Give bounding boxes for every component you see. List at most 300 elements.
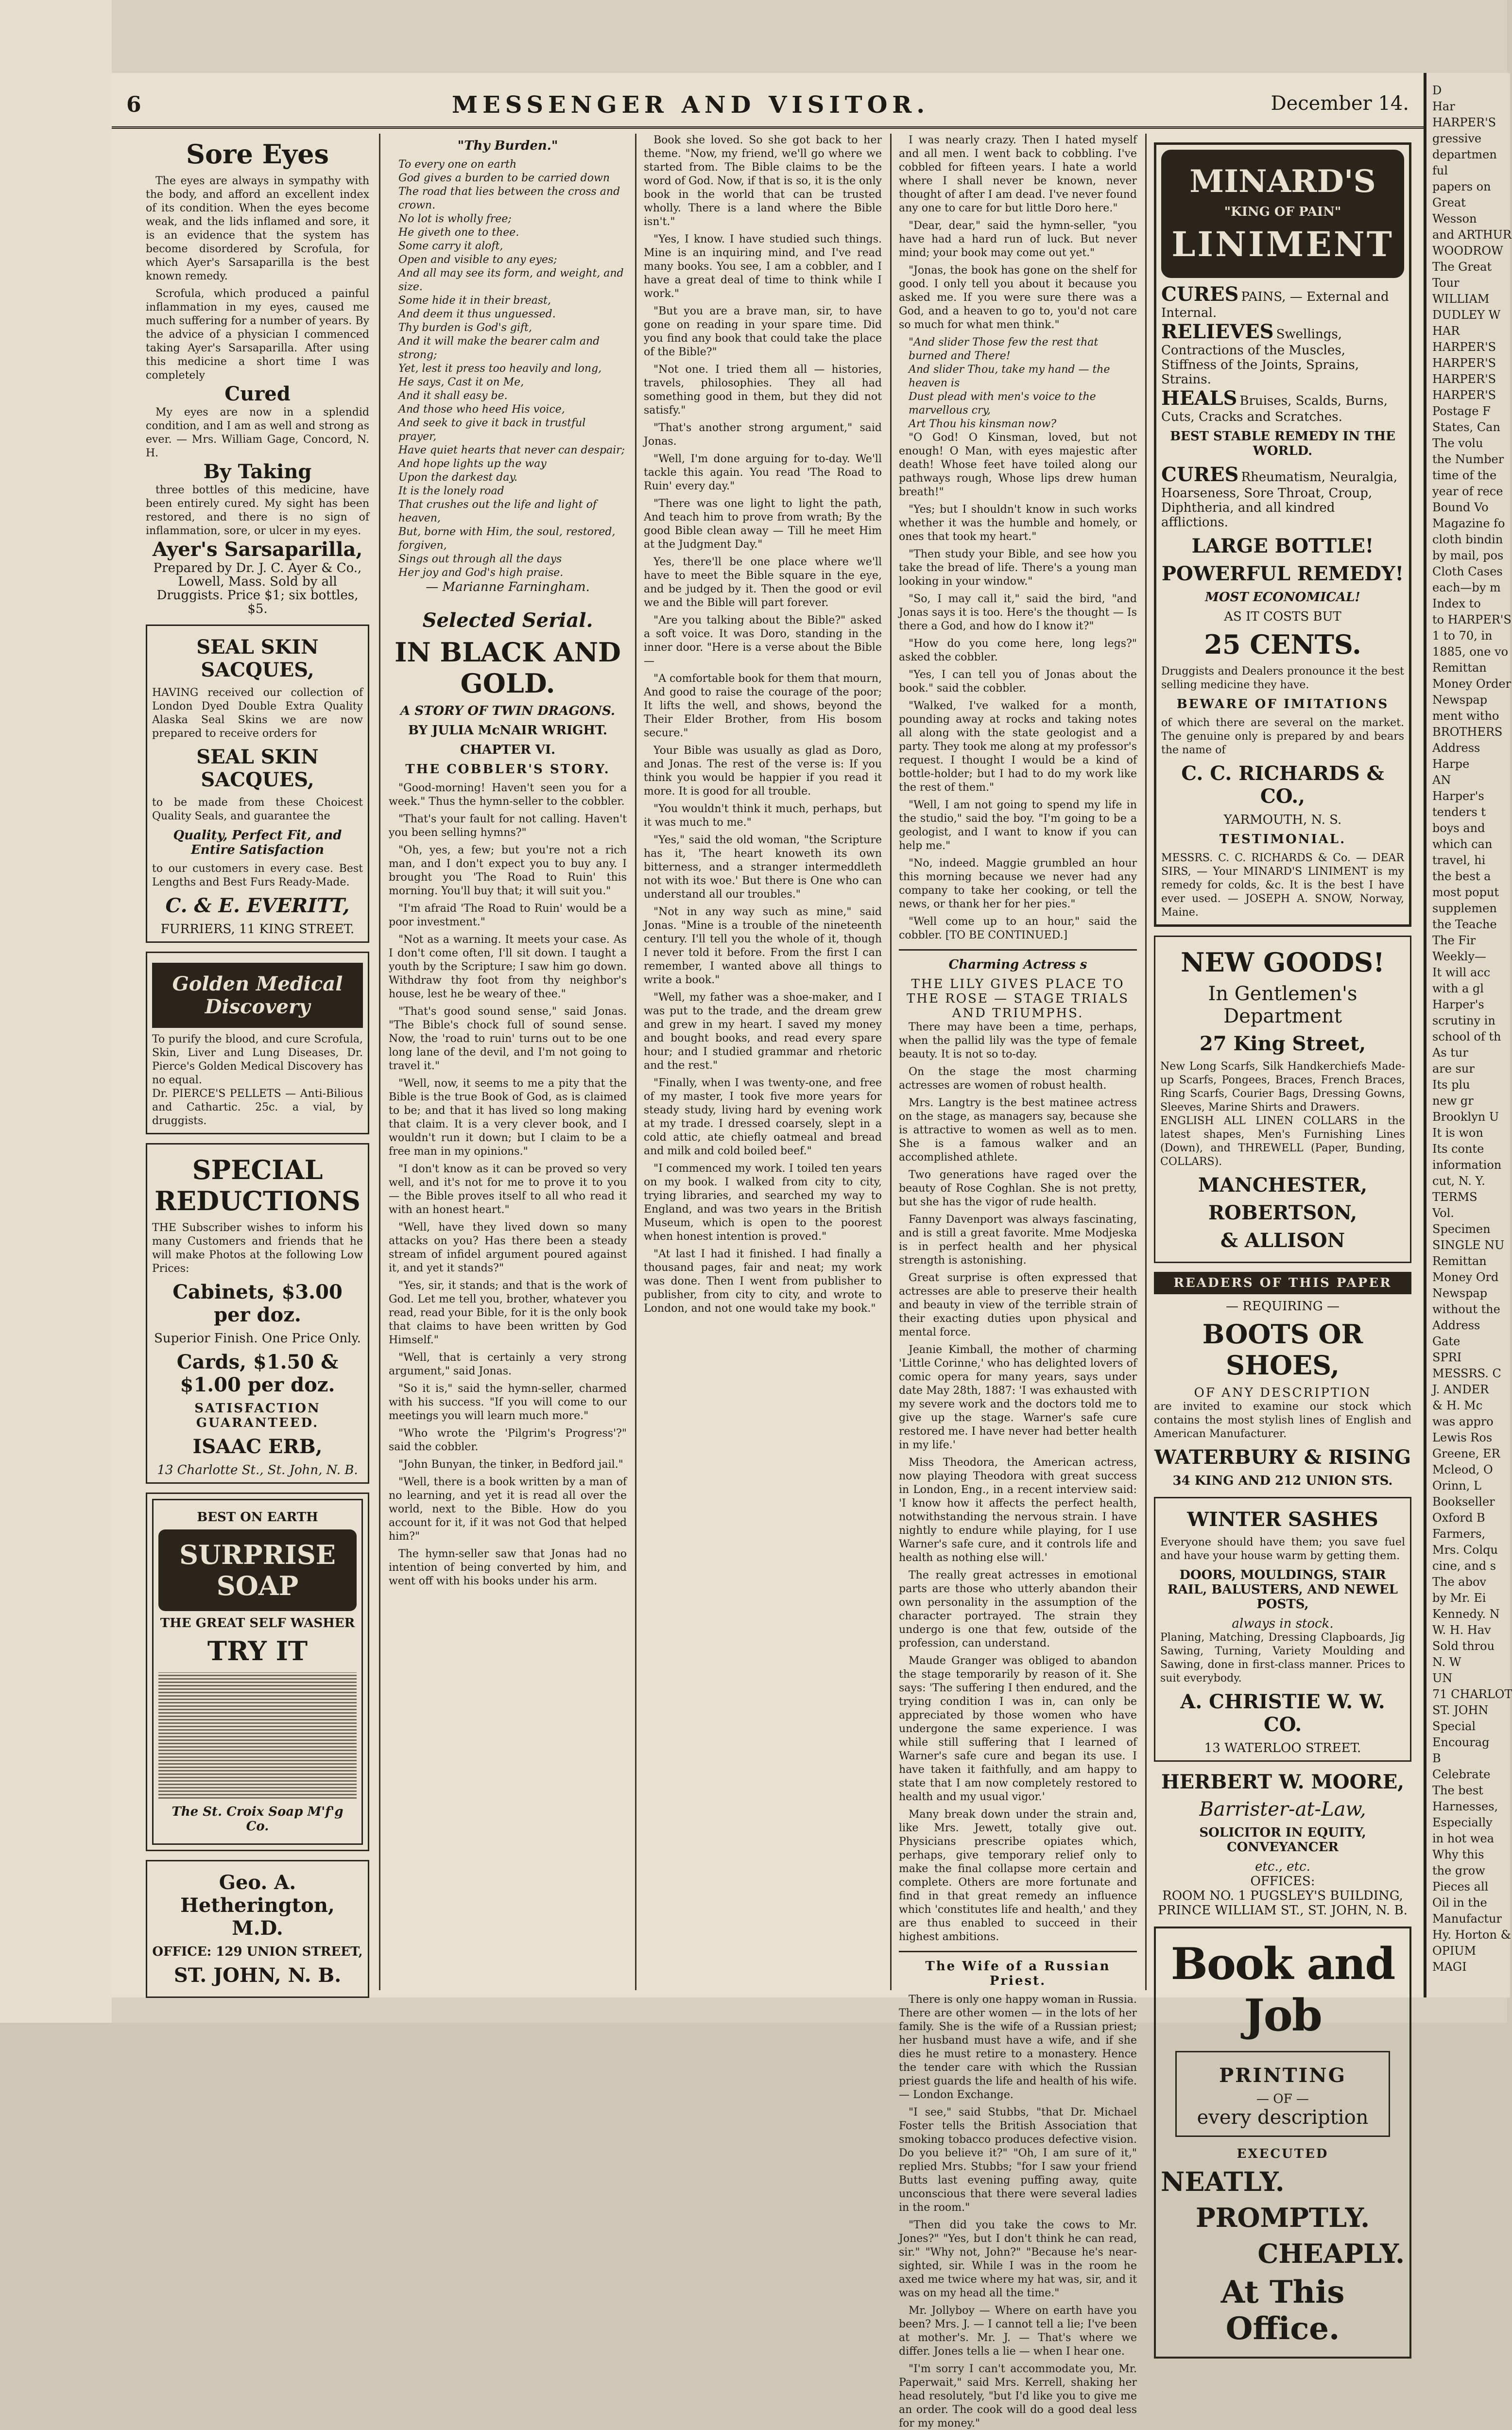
divider	[899, 1951, 1137, 1952]
story-paragraph: "How do you come here, long legs?" asked the cobbler.	[899, 638, 1137, 663]
column-1	[146, 134, 369, 1995]
poem-line: But, borne with Him, the soul, restored, forgiven,	[398, 526, 616, 552]
next-page-fragment: BROTHERS	[1432, 725, 1503, 739]
next-page-fragment: Harnesses,	[1432, 1800, 1498, 1813]
ad-body: Everyone should have them; you save fuel and have your house warm by getting them.	[1160, 1536, 1405, 1562]
next-page-fragment: The abov	[1432, 1575, 1486, 1589]
poem-line: Upon the darkest day.	[398, 471, 517, 484]
doctor-card	[146, 1860, 369, 1998]
ad-paragraph: My eyes are now in a splendid condition, and I am as well and strong as ever. — Mrs. William Gage, Concord, N. H.	[146, 406, 369, 459]
next-page-fragment: Farmers,	[1432, 1527, 1486, 1541]
story-paragraph: Your Bible was usually as glad as Doro, and Jonas. The rest of the verse is: If you think you would be happier if you read it more. It is good for all trouble.	[644, 745, 882, 798]
cures-text: PAINS, — External and Internal.	[1161, 290, 1389, 320]
story-paragraph: "That's another strong argument," said Jonas.	[644, 422, 882, 448]
story-paragraph: The hymn-seller saw that Jonas had no intention of being converted by him, and went off with his books under his arm.	[389, 1548, 627, 1587]
poem-line: Sings out through all the days	[398, 553, 562, 565]
article-paragraph: Two generations have raged over the beauty of Rose Coghlan. She is not pretty, but she has the vigor of rude health.	[899, 1169, 1137, 1208]
hymn-verse	[899, 336, 1137, 431]
ad-body: to be made from these Choicest Quality Seals, and guarantee the	[152, 797, 363, 822]
next-page-fragment: year of rece	[1432, 485, 1503, 498]
next-page-fragment: Its plu	[1432, 1078, 1470, 1092]
article-subheading: THE LILY GIVES PLACE TO THE ROSE — STAGE TRIALS AND TRIUMPHS.	[906, 977, 1130, 1021]
chapter-title: THE COBBLER'S STORY.	[405, 762, 610, 777]
story-paragraph: "Are you talking about the Bible?" asked a soft voice. It was Doro, standing in the inner door. "Here is a verse about the Bible —	[644, 614, 882, 667]
minards-druggists: Druggists and Dealers pronounce it the best selling medicine they have.	[1161, 665, 1404, 691]
next-page-fragment: Great	[1432, 196, 1466, 209]
next-page-fragment: The Fir	[1432, 934, 1476, 947]
minards-tagline: "KING OF PAIN"	[1224, 205, 1341, 219]
next-page-fragment: cine, and s	[1432, 1559, 1496, 1573]
next-page-fragment: Special	[1432, 1719, 1476, 1733]
next-page-fragment: Brooklyn U	[1432, 1110, 1499, 1124]
printing-label: PRINTING	[1219, 2064, 1346, 2087]
next-page-fragment: J. ANDER	[1432, 1383, 1489, 1396]
ad-address: 13 WATERLOO STREET.	[1204, 1741, 1361, 1755]
actress-article	[899, 1021, 1137, 1944]
ad-address: FURRIERS, 11 KING STREET.	[160, 922, 355, 937]
poem-line: Open and visible to any eyes;	[398, 254, 557, 266]
next-page-fragment: W. H. Hav	[1432, 1623, 1491, 1637]
column-2	[389, 134, 627, 1995]
article-paragraph: Jeanie Kimball, the mother of charming 'Little Corinne,' who has delighted lovers of comic opera for many years, says under date May 28th, 1887: 'I was exhausted with my severe work and the doctors told me to give up the stage. Warner's safe cure restored me. I have never had better health in my life.'	[899, 1344, 1137, 1451]
next-page-fragment: Celebrate	[1432, 1768, 1491, 1781]
minards-large: LARGE BOTTLE!	[1191, 535, 1374, 557]
verse-line: "And slider Those few the rest that burned and There!	[909, 336, 1099, 362]
cheaply-label: CHEAPLY.	[1257, 2238, 1405, 2269]
next-page-fragment: As tur	[1432, 1046, 1468, 1059]
poem-line: He giveth one to thee.	[398, 226, 519, 239]
story-paragraph: "Yes; but I shouldn't know in such works whether it was the humble and homely, or ones that took my heart."	[899, 503, 1137, 543]
next-page-fragment: Pieces all	[1432, 1880, 1489, 1893]
next-page-fragment: Money Order	[1432, 677, 1512, 691]
next-page-fragment: Har	[1432, 100, 1455, 113]
minards-brand: MINARD'S	[1189, 163, 1376, 200]
next-page-fragment: Greene, ER	[1432, 1447, 1500, 1460]
serial-author: BY JULIA McNAIR WRIGHT.	[408, 723, 607, 738]
book-job-ad	[1154, 1927, 1411, 2359]
next-page-fragment: Gate	[1432, 1335, 1460, 1348]
next-page-fragment: Wesson	[1432, 212, 1477, 226]
poem-line: The road that lies between the cross and crown.	[398, 186, 620, 211]
story-paragraph: "Well, my father was a shoe-maker, and I was put to the trade, and the dream grew and grew in my heart. I saved my money and bought books, and read every spare hour; and I studied grammar and rhetoric and the rest."	[644, 991, 882, 1072]
next-page-fragment: Index to	[1432, 597, 1481, 610]
next-page-fragment: ful	[1432, 164, 1448, 177]
next-page-fragment: It is won	[1432, 1126, 1483, 1140]
article-heading: The Wife of a Russian Priest.	[925, 1959, 1111, 1988]
article-paragraph: There is only one happy woman in Russia. There are other women — in the lots of her family. She is the wife of a Russian priest; her husband must have a wife, and if she dies he must retire to a monastery. Hence the tender care with which the Russian priest guards the life and health of his wife. — London Exchange.	[899, 1994, 1137, 2101]
next-page-fragment: supplemen	[1432, 902, 1497, 915]
next-page-fragment: DUDLEY W	[1432, 308, 1501, 322]
next-page-fragment: Specimen	[1432, 1222, 1491, 1236]
ad-sub: OF ANY DESCRIPTION	[1194, 1386, 1372, 1400]
poem-line: Some carry it aloft,	[398, 240, 503, 252]
divider	[899, 949, 1137, 951]
next-page-fragment: The volu	[1432, 436, 1483, 450]
column-rule	[1145, 134, 1147, 1990]
next-page-fragment: Manufactur	[1432, 1912, 1502, 1926]
poem-line: Have quiet hearts that never can despair;	[398, 444, 625, 456]
story-text	[389, 781, 627, 1588]
poem-line: And it will make the bearer calm and strong;	[398, 335, 600, 361]
poem-line: It is the lonely road	[398, 485, 504, 497]
next-page-fragment: HARPER'S	[1432, 116, 1496, 129]
soap-maker: The St. Croix Soap M'f'g Co.	[172, 1805, 344, 1834]
ad-price: Cabinets, $3.00 per doz.	[172, 1281, 343, 1326]
ad-note: Superior Finish. One Price Only.	[154, 1331, 361, 1346]
next-page-fragment: SPRI	[1432, 1351, 1462, 1364]
ad-address: 27 King Street,	[1199, 1032, 1366, 1055]
next-page-fragment: Weekly—	[1432, 950, 1486, 963]
minards-powerful: POWERFUL REMEDY!	[1161, 562, 1404, 585]
minards-ad	[1154, 142, 1411, 927]
printing-of: — OF —	[1256, 2092, 1309, 2106]
lawyer-solicitor: SOLICITOR IN EQUITY, CONVEYANCER	[1199, 1825, 1366, 1855]
next-page-fragment: scrutiny in	[1432, 1014, 1495, 1027]
story-paragraph: "Yes," said the old woman, "the Scripture has it, 'The heart knoweth its own bitterness, and a stranger intermeddleth not with its woe.' But there is One who can understand all our troubles."	[644, 834, 882, 901]
testimonial-text: MESSRS. C. C. RICHARDS & Co. — DEAR SIRS, — Your MINARD'S LINIMENT is my remedy for colds, &c. It is the best I have ever used. — JOSEPH A. SNOW, Norway, Maine.	[1161, 852, 1404, 919]
column-3	[644, 134, 882, 1995]
poem-line: No lot is wholly free;	[398, 213, 512, 225]
ad-heading: Sore Eyes	[186, 139, 329, 170]
next-page-fragment: information	[1432, 1158, 1502, 1172]
story-paragraph: I was nearly crazy. Then I hated myself and all men. I went back to cobbling. I've cobbled for fifteen years. I hate a world where I shall never be known, never thought of after I am dead. I've never found any one to care for but little Doro here."	[899, 134, 1137, 214]
next-page-fragment: OPIUM	[1432, 1944, 1477, 1958]
next-page-fragment: by Mr. Ei	[1432, 1591, 1486, 1605]
ad-body: are invited to examine our stock which contains the most stylish lines of English and American Manufacturer.	[1154, 1401, 1411, 1440]
next-page-fragment: papers on	[1432, 180, 1491, 193]
next-page-fragment: Remittan	[1432, 1254, 1487, 1268]
story-paragraph: Yes, there'll be one place where we'll have to meet the Bible square in the eye, and be judged by it. Then the good or evil we and the Bible will part forever.	[644, 556, 882, 609]
next-page-fragment: Mrs. Colqu	[1432, 1543, 1498, 1557]
story-paragraph: "I commenced my work. I toiled ten years on my book. I walked from city to city, trying libraries, and searched my way to England, and was two years in the British Museum, which is open to the poorest when honest intention is proved."	[644, 1163, 882, 1243]
ad-brand: Ayer's Sarsaparilla,	[152, 538, 363, 561]
minards-product: LINIMENT	[1171, 224, 1394, 264]
next-page-fragment: MESSRS. C	[1432, 1367, 1501, 1380]
story-paragraph: "That's your fault for not calling. Haven't you been selling hymns?"	[389, 813, 627, 839]
misc-paragraph: "I'm sorry I can't accommodate you, Mr. Paperwait," said Mrs. Kerrell, shaking her head resolutely, "but I'd like you to give me an order. The cook will do a good deal less for my money."	[899, 2363, 1137, 2430]
next-page-fragment: Address	[1432, 741, 1480, 755]
next-page-fragment: which can	[1432, 837, 1493, 851]
next-page-fragment: and ARTHUR	[1432, 228, 1512, 242]
next-page-edge	[1424, 73, 1510, 1997]
soap-tag: THE GREAT SELF WASHER	[160, 1616, 355, 1631]
next-page-fragment: Sold throu	[1432, 1639, 1495, 1653]
office-label: At This Office.	[1220, 2274, 1345, 2347]
story-paragraph: "You wouldn't think it much, perhaps, but it was much to me."	[644, 803, 882, 829]
new-goods-ad	[1154, 936, 1411, 1263]
next-page-fragment: TERMS	[1432, 1190, 1478, 1204]
lawyer-address: ROOM NO. 1 PUGSLEY'S BUILDING, PRINCE WILLIAM ST., ST. JOHN, N. B.	[1158, 1889, 1408, 1918]
ad-firm: ROBERTSON,	[1208, 1201, 1357, 1224]
next-page-fragment: ment witho	[1432, 709, 1499, 723]
moore-card	[1154, 1770, 1411, 1918]
story-text-continued	[644, 134, 882, 1316]
story-paragraph: "I don't know as it can be proved so very well, and it's not for me to prove it to you — the Bible proves itself to all who read it with an honest heart."	[389, 1163, 627, 1216]
ad-address: 34 KING AND 212 UNION STS.	[1172, 1474, 1393, 1488]
ad-price: Cards, $1.50 & $1.00 per doz.	[176, 1351, 339, 1396]
poem-line: And all may see its form, and weight, and size.	[398, 267, 624, 293]
ad-quality: Quality, Perfect Fit, and Entire Satisfaction	[173, 828, 342, 857]
next-page-fragment: the grow	[1432, 1864, 1485, 1877]
poem-line: He says, Cast it on Me,	[398, 376, 524, 388]
article-paragraph: The really great actresses in emotional parts are those who utterly abandon their own personality in the assumption of the character portrayed. The strain they undergo is one that few, outside of the profession, can understand.	[899, 1569, 1137, 1649]
newspaper-page	[112, 73, 1424, 2430]
next-page-fragment: WOODROW	[1432, 244, 1503, 258]
next-page-fragment: Harper's	[1432, 998, 1484, 1011]
serial-subtitle: A STORY OF TWIN DRAGONS.	[400, 704, 615, 718]
article-paragraph: Miss Theodora, the American actress, now playing Theodora with great success in London, Eng., in a recent interview said: 'I know how it affects the perfect health, notwithstanding the nervous strain. I have nightly to endure while playing, for I use Warner's safe cure, and it controls life and health as nothing else will.'	[899, 1457, 1137, 1564]
misc-paragraph: "I see," said Stubbs, "that Dr. Michael Foster tells the British Association that smoking tobacco produces defective vision. Do you believe it?" "Oh, I am sure of it," replied Mrs. Stubbs; "for I saw your friend Butts last evening puffing away, quite unconscious that there were several ladies in the room."	[899, 2106, 1137, 2214]
next-page-fragment: to HARPER'S	[1432, 613, 1512, 626]
article-paragraph: Great surprise is often expressed that actresses are able to preserve their health and beauty in view of the terrible strain of their exacting duties upon physical and mental force.	[899, 1272, 1137, 1338]
story-text-continued	[899, 431, 1137, 664]
ad-heading: SEAL SKIN SACQUES,	[196, 746, 319, 791]
next-page-fragment: HARPER'S	[1432, 388, 1496, 402]
story-paragraph: "Yes, I can tell you of Jonas about the book." said the cobbler.	[899, 669, 1137, 694]
misc-paragraph: Mr. Jollyboy — Where on earth have you been? Mrs. J. — I cannot tell a lie; I've been at mother's. Mr. J. — That's where we differ. Jones tells a lie — when I hear one.	[899, 2305, 1137, 2358]
next-page-fragment: 71 CHARLOT	[1432, 1687, 1512, 1701]
soap-brand: SURPRISE SOAP	[158, 1529, 357, 1611]
testimonial-heading: TESTIMONIAL.	[1219, 832, 1346, 847]
ad-note: SATISFACTION GUARANTEED.	[194, 1401, 321, 1430]
poem-line: God gives a burden to be carried down	[398, 172, 610, 184]
ad-always: always in stock.	[1232, 1616, 1334, 1631]
next-page-fragment: departmen	[1432, 148, 1497, 161]
ad-body: HAVING received our collection of London Dyed Double Extra Quality Alaska Seal Skins we are now prepared to receive orders for	[152, 687, 363, 740]
next-page-fragment: was appro	[1432, 1415, 1494, 1428]
soap-try: TRY IT	[207, 1635, 308, 1666]
story-paragraph: "O God! O Kinsman, loved, but not enough! O Man, with eyes majestic after death! Whose feet have toiled along our pathways rough, Whose lips drew human breath!"	[899, 432, 1137, 498]
relieves-text: Swellings, Contractions of the Muscles, Stiffness of the Joints, Sprains, Strains.	[1161, 327, 1359, 387]
promptly-label: PROMPTLY.	[1196, 2202, 1370, 2233]
story-paragraph: "Well, I'm done arguing for to-day. We'll tackle this again. You read 'The Road to Ruin' every day."	[644, 453, 882, 492]
next-page-fragment: 1 to 70, in	[1432, 629, 1493, 642]
article-paragraph: Mrs. Langtry is the best matinee actress on the stage, as managers say, because she is attractive to women as well as to men. She is a famous walker and an accomplished athlete.	[899, 1097, 1137, 1163]
next-page-fragment: Newspap	[1432, 1286, 1488, 1300]
ad-firm: MANCHESTER,	[1198, 1174, 1368, 1197]
story-paragraph: "A comfortable book for them that mourn, And good to raise the courage of the poor; It lifts the well, and shows, beyond the Their Elder Brother, from His bosom secure."	[644, 673, 882, 739]
miscellany	[899, 2106, 1137, 2430]
next-page-fragment: MAGI	[1432, 1960, 1467, 1974]
next-page-fragment: It will acc	[1432, 966, 1491, 979]
next-page-fragment: new gr	[1432, 1094, 1474, 1108]
story-text-continued	[899, 134, 1137, 332]
next-page-fragment: The best	[1432, 1784, 1483, 1797]
story-paragraph: "Jonas, the book has gone on the shelf for good. I only tell you about it because you asked me. If you were sure there was a God, and a heaven to go to, you'd not care so much for what men think."	[899, 264, 1137, 331]
ad-heading: NEW GOODS!	[1181, 947, 1385, 978]
story-paragraph: "Who wrote the 'Pilgrim's Progress'?" said the cobbler.	[389, 1427, 627, 1453]
next-page-fragment: Orinn, L	[1432, 1479, 1481, 1493]
story-paragraph: "Walked, I've walked for a month, pounding away at rocks and taking notes all along with the state geologist and a party. They took me along at my professor's request. I thought I would be a kind of bottle-holder; but I had to do my work like the rest of them."	[899, 700, 1137, 794]
next-page-fragment: the Number	[1432, 452, 1504, 466]
next-page-fragment: the Teache	[1432, 918, 1497, 931]
story-paragraph: "No, indeed. Maggie grumbled an hour this morning because we never had any company to take her cooking, or tell the news, or thank her for her pies."	[899, 857, 1137, 910]
ad-paragraph: three bottles of this medicine, have been entirely cured. My sight has been restored, and there is no sign of inflammation, sore, or ulcer in my eyes.	[146, 484, 369, 537]
discovery-ad	[146, 952, 369, 1134]
neatly-label: NEATLY.	[1161, 2166, 1285, 2197]
poem-author: — Marianne Farningham.	[426, 580, 590, 594]
next-page-fragment: school of th	[1432, 1030, 1501, 1043]
soap-illustration	[158, 1672, 357, 1799]
ad-subheading: By Taking	[203, 460, 312, 483]
newspaper-title: MESSENGER AND VISITOR.	[452, 91, 930, 119]
article-paragraph: There may have been a time, perhaps, when the pallid lily was the type of female beauty. It is not so to-day.	[899, 1021, 1137, 1060]
poem-line: Some hide it in their breast,	[398, 295, 551, 307]
article-paragraph: Maude Granger was obliged to abandon the stage temporarily by reason of it. She says: 'The suffering I then endured, and the trying condition I was in, can only be appreciated by those women who have undergone the same experience. I was while still suffering that I learned of Warner's safe cure and began its use. I have taken it faithfully, and am happy to state that I am now completely restored to health and my usual vigor.'	[899, 1655, 1137, 1803]
ad-firm: ISAAC ERB,	[192, 1435, 323, 1458]
next-page-fragment: in hot wea	[1432, 1832, 1494, 1845]
story-paragraph: "I'm afraid 'The Road to Ruin' would be a poor investment."	[389, 903, 627, 928]
next-page-fragment: B	[1432, 1752, 1441, 1765]
winter-sashes-ad	[1154, 1497, 1411, 1762]
minards-best: BEST STABLE REMEDY IN THE WORLD.	[1170, 429, 1395, 458]
next-page-fragment: HARPER'S	[1432, 340, 1496, 354]
poem-line: Yet, lest it press too heavily and long,	[398, 363, 602, 375]
next-page-fragment: Especially	[1432, 1816, 1493, 1829]
ad-footer: Prepared by Dr. J. C. Ayer & Co., Lowell, Mass. Sold by all Druggists. Price $1; six bottles, $5.	[153, 561, 362, 616]
ad-doors: DOORS, MOULDINGS, STAIR RAIL, BALUSTERS, AND NEWEL POSTS,	[1168, 1568, 1398, 1612]
ad-paragraph: Scrofula, which produced a painful inflammation in my eyes, caused me much suffering for a number of years. By the advice of a physician I commenced taking Ayer's Sarsaparilla. After using this medicine a short time I was completely	[146, 288, 369, 382]
story-paragraph: Book she loved. So she got back to her theme. "Now, my friend, we'll go where we started from. The Bible claims to be the word of God. Now, if that is so, it is the only book in the world that can be trusted wholly. There is a land where the Bible isn't."	[644, 134, 882, 228]
cures2-text: Rheumatism, Neuralgia, Hoarseness, Sore Throat, Croup, Diphtheria, and all kindred afflictions.	[1161, 470, 1398, 530]
next-page-fragment: Kennedy. N	[1432, 1607, 1500, 1621]
next-page-fragment: AN	[1432, 773, 1451, 787]
next-page-fragment: Oil in the	[1432, 1896, 1487, 1909]
next-page-fragment: ST. JOHN	[1432, 1703, 1489, 1717]
column-rule	[890, 134, 892, 1990]
soap-ad	[146, 1493, 369, 1851]
next-page-fragment: boys and	[1432, 821, 1485, 835]
next-page-fragment: UN	[1432, 1671, 1453, 1685]
ad-heading: SEAL SKIN SACQUES,	[196, 636, 319, 681]
discovery-banner: Golden Medical Discovery	[152, 963, 363, 1028]
ad-dept: In Gentlemen's Department	[1208, 983, 1357, 1027]
next-page-fragment: are sur	[1432, 1062, 1475, 1076]
next-page-fragment: most poput	[1432, 885, 1499, 899]
issue-date: December 14.	[1271, 92, 1409, 115]
doctor-city: ST. JOHN, N. B.	[173, 1964, 342, 1987]
ad-paragraph: The eyes are always in sympathy with the body, and afford an excellent index of its condition. When the eyes become weak, and the lids inflamed and sore, it is an evidence that the system has become disordered by Scrofula, for which Ayer's Sarsaparilla is the best known remedy.	[146, 175, 369, 282]
next-page-fragment: The Great	[1432, 260, 1492, 274]
ad-body: New Long Scarfs, Silk Handkerchiefs Made-up Scarfs, Pongees, Braces, French Braces, Ring Scarfs, Courier Bags, Dressing Gowns, Sleeves, Marine Shirts and Drawers.	[1160, 1060, 1405, 1113]
article-paragraph: Fanny Davenport was always fascinating, and is still a great favorite. Mme Modjeska is in perfect health and her physical strength is astonishing.	[899, 1214, 1137, 1267]
next-page-fragment: with a gl	[1432, 982, 1484, 995]
story-paragraph: "Then study your Bible, and see how you take the bread of life. There's a young man looking in your window."	[899, 548, 1137, 588]
serial-label: Selected Serial.	[422, 609, 593, 632]
minards-banner	[1161, 150, 1404, 278]
minards-city: YARMOUTH, N. S.	[1223, 813, 1342, 827]
poem-title: "Thy Burden."	[457, 139, 558, 153]
cures2-label: CURES	[1161, 463, 1239, 486]
next-page-fragment: Vol.	[1432, 1206, 1454, 1220]
poem-line: And seek to give it back in trustful prayer,	[398, 417, 586, 443]
next-page-fragment: Why this	[1432, 1848, 1484, 1861]
lawyer-name: HERBERT W. MOORE,	[1161, 1770, 1405, 1793]
next-page-fragment: by mail, pos	[1432, 549, 1504, 562]
story-paragraph: "At last I had it finished. I had finally a thousand pages, fair and neat; my work was done. Then I went from publisher to publisher, from city to city, and wrote to London, and not one would take my book."	[644, 1248, 882, 1315]
column-rule	[379, 134, 380, 1990]
next-page-fragment: D	[1432, 84, 1442, 97]
requiring: — REQUIRING —	[1226, 1299, 1340, 1314]
next-page-fragment: Magazine fo	[1432, 517, 1505, 530]
column-5	[1154, 134, 1411, 2347]
next-page-fragment: Encourag	[1432, 1736, 1490, 1749]
verse-line: And slider Thou, take my hand — the heaven is	[909, 364, 1110, 389]
next-page-fragment: Mcleod, O	[1432, 1463, 1493, 1476]
minards-beware: BEWARE OF IMITATIONS	[1176, 697, 1389, 712]
next-page-fragment: tenders t	[1432, 805, 1486, 819]
minards-maker: C. C. RICHARDS & CO.,	[1181, 762, 1384, 808]
article-paragraph: Many break down under the strain and, like Mrs. Jewett, totally give out. Physicians prescribe opiates which, perhaps, give temporary relief only to make the final collapse more certain and complete. Others are more fortunate and find in that great remedy an influence which 'constitutes life and health,' and they are thus enabled to succeed in their highest ambitions.	[899, 1808, 1137, 1943]
next-page-fragment: N. W	[1432, 1655, 1461, 1669]
story-paragraph: "John Bunyan, the tinker, in Bedford jail."	[398, 1458, 623, 1471]
poem-line: And those who heed His voice,	[398, 403, 565, 416]
relieves-label: RELIEVES	[1161, 320, 1274, 343]
story-paragraph: "Yes, sir, it stands; and that is the work of God. Let me tell you, brother, whatever you read, read your Bible, for it is the only book that claims to have been written by God Himself."	[389, 1280, 627, 1346]
story-paragraph: "Good-morning! Haven't seen you for a week." Thus the hymn-seller to the cobbler.	[389, 782, 627, 808]
book-job-title: Book and Job	[1170, 1938, 1395, 2041]
next-page-fragment: HARPER'S	[1432, 372, 1496, 386]
poem-line: To every one on earth	[398, 158, 517, 171]
next-page-fragment: Newspap	[1432, 693, 1488, 707]
story-paragraph: "Well, there is a book written by a man of no learning, and yet it is read all over the world, next to the Bible. How do you account for it, if it was not God that helped him?"	[389, 1476, 627, 1543]
lawyer-title: Barrister-at-Law,	[1199, 1798, 1366, 1821]
ad-firm: WATERBURY & RISING	[1154, 1446, 1411, 1469]
next-page-fragment: each—by m	[1432, 581, 1501, 594]
next-page-fragment: Bookseller	[1432, 1495, 1495, 1509]
story-paragraph: "Well, now, it seems to me a pity that the Bible is the true Book of God, as is claimed to be; and that it has lived so long making that claim. It is a very clever book, and I wouldn't run it down; but I claim to be a free man in my opinions."	[389, 1077, 627, 1158]
ad-body: THE Subscriber wishes to inform his many Customers and friends that he will make Photos at the following Low Prices:	[152, 1222, 363, 1275]
next-page-fragment: Remittan	[1432, 661, 1487, 675]
story-text-conclusion	[899, 668, 1137, 942]
photo-ad	[146, 1143, 369, 1484]
story-paragraph: "Yes, I know. I have studied such things. Mine is an inquiring mind, and I've read many books. You see, I am a cobbler, and I have a great deal of time to think while I work."	[644, 233, 882, 300]
next-page-fragment: Cloth Cases	[1432, 565, 1503, 578]
next-page-fragment: HAR	[1432, 324, 1460, 338]
doctor-name: Geo. A. Hetherington, M.D.	[180, 1871, 335, 1940]
story-paragraph: "But you are a brave man, sir, to have gone on reading in your spare time. Did you find any book that could take the place of the Bible?"	[644, 305, 882, 358]
story-paragraph: "Finally, when I was twenty-one, and free of my master, I took five more years for steady study, living hard by evening work at my trade. I dressed coarsely, slept in a cold attic, ate chiefly oatmeal and bread and milk and cold boiled beef."	[644, 1077, 882, 1157]
article-heading: Charming Actress s	[948, 957, 1087, 972]
column-rule	[635, 134, 636, 1990]
ad-firm: C. & E. EVERITT,	[165, 894, 350, 917]
next-page-fragment: WILLIAM	[1432, 292, 1490, 306]
next-page-fragment: Harper's	[1432, 789, 1484, 803]
ad-subheading: Cured	[224, 382, 291, 405]
story-paragraph: "Well, that is certainly a very strong argument," said Jonas.	[389, 1352, 627, 1377]
poem-line: That crushes out the life and light of heaven,	[398, 499, 597, 524]
story-paragraph: "Not in any way such as mine," said Jonas. "Mine is a trouble of the nineteenth century. I'll tell you the whole of it, though I never told it before. From the first I can remember, I wanted above all things to write a book."	[644, 906, 882, 986]
ad-heading: WINTER SASHES	[1187, 1508, 1378, 1531]
serial-title: IN BLACK AND GOLD.	[395, 637, 621, 699]
ad-address: 13 Charlotte St., St. John, N. B.	[157, 1463, 358, 1477]
story-paragraph: "Not as a warning. It meets your case. As I don't come often, I'll sit down. I taught a youth by the Scripture; I saw him go down. Withdraw thy foot from thy neighbor's house, lest he be weary of thee."	[389, 934, 627, 1000]
next-page-fragment: SINGLE NU	[1432, 1238, 1505, 1252]
next-page-fragment: Oxford B	[1432, 1511, 1485, 1525]
lawyer-offices: OFFICES:	[1250, 1874, 1315, 1889]
executed-label: EXECUTED	[1237, 2147, 1329, 2161]
boots-ad	[1154, 1319, 1411, 1488]
next-page-fragment: Its conte	[1432, 1142, 1484, 1156]
next-page-fragment: gressive	[1432, 132, 1482, 145]
verse-line: Art Thou his kinsman now?	[909, 418, 1056, 430]
ad-body: Planing, Matching, Dressing Clapboards, Jig Sawing, Turning, Variety Moulding and Sawing, done in first-class manner. Prices to suit everybody.	[1160, 1632, 1405, 1684]
poem-line: And hope lights up the way	[398, 458, 547, 470]
next-page-fragment: Tour	[1432, 276, 1460, 290]
sore-eyes-ad	[146, 139, 369, 616]
next-page-fragment: 1885, one vo	[1432, 645, 1509, 659]
ad-body: to our customers in every case. Best Lengths and Best Furs Ready-Made.	[152, 863, 363, 888]
